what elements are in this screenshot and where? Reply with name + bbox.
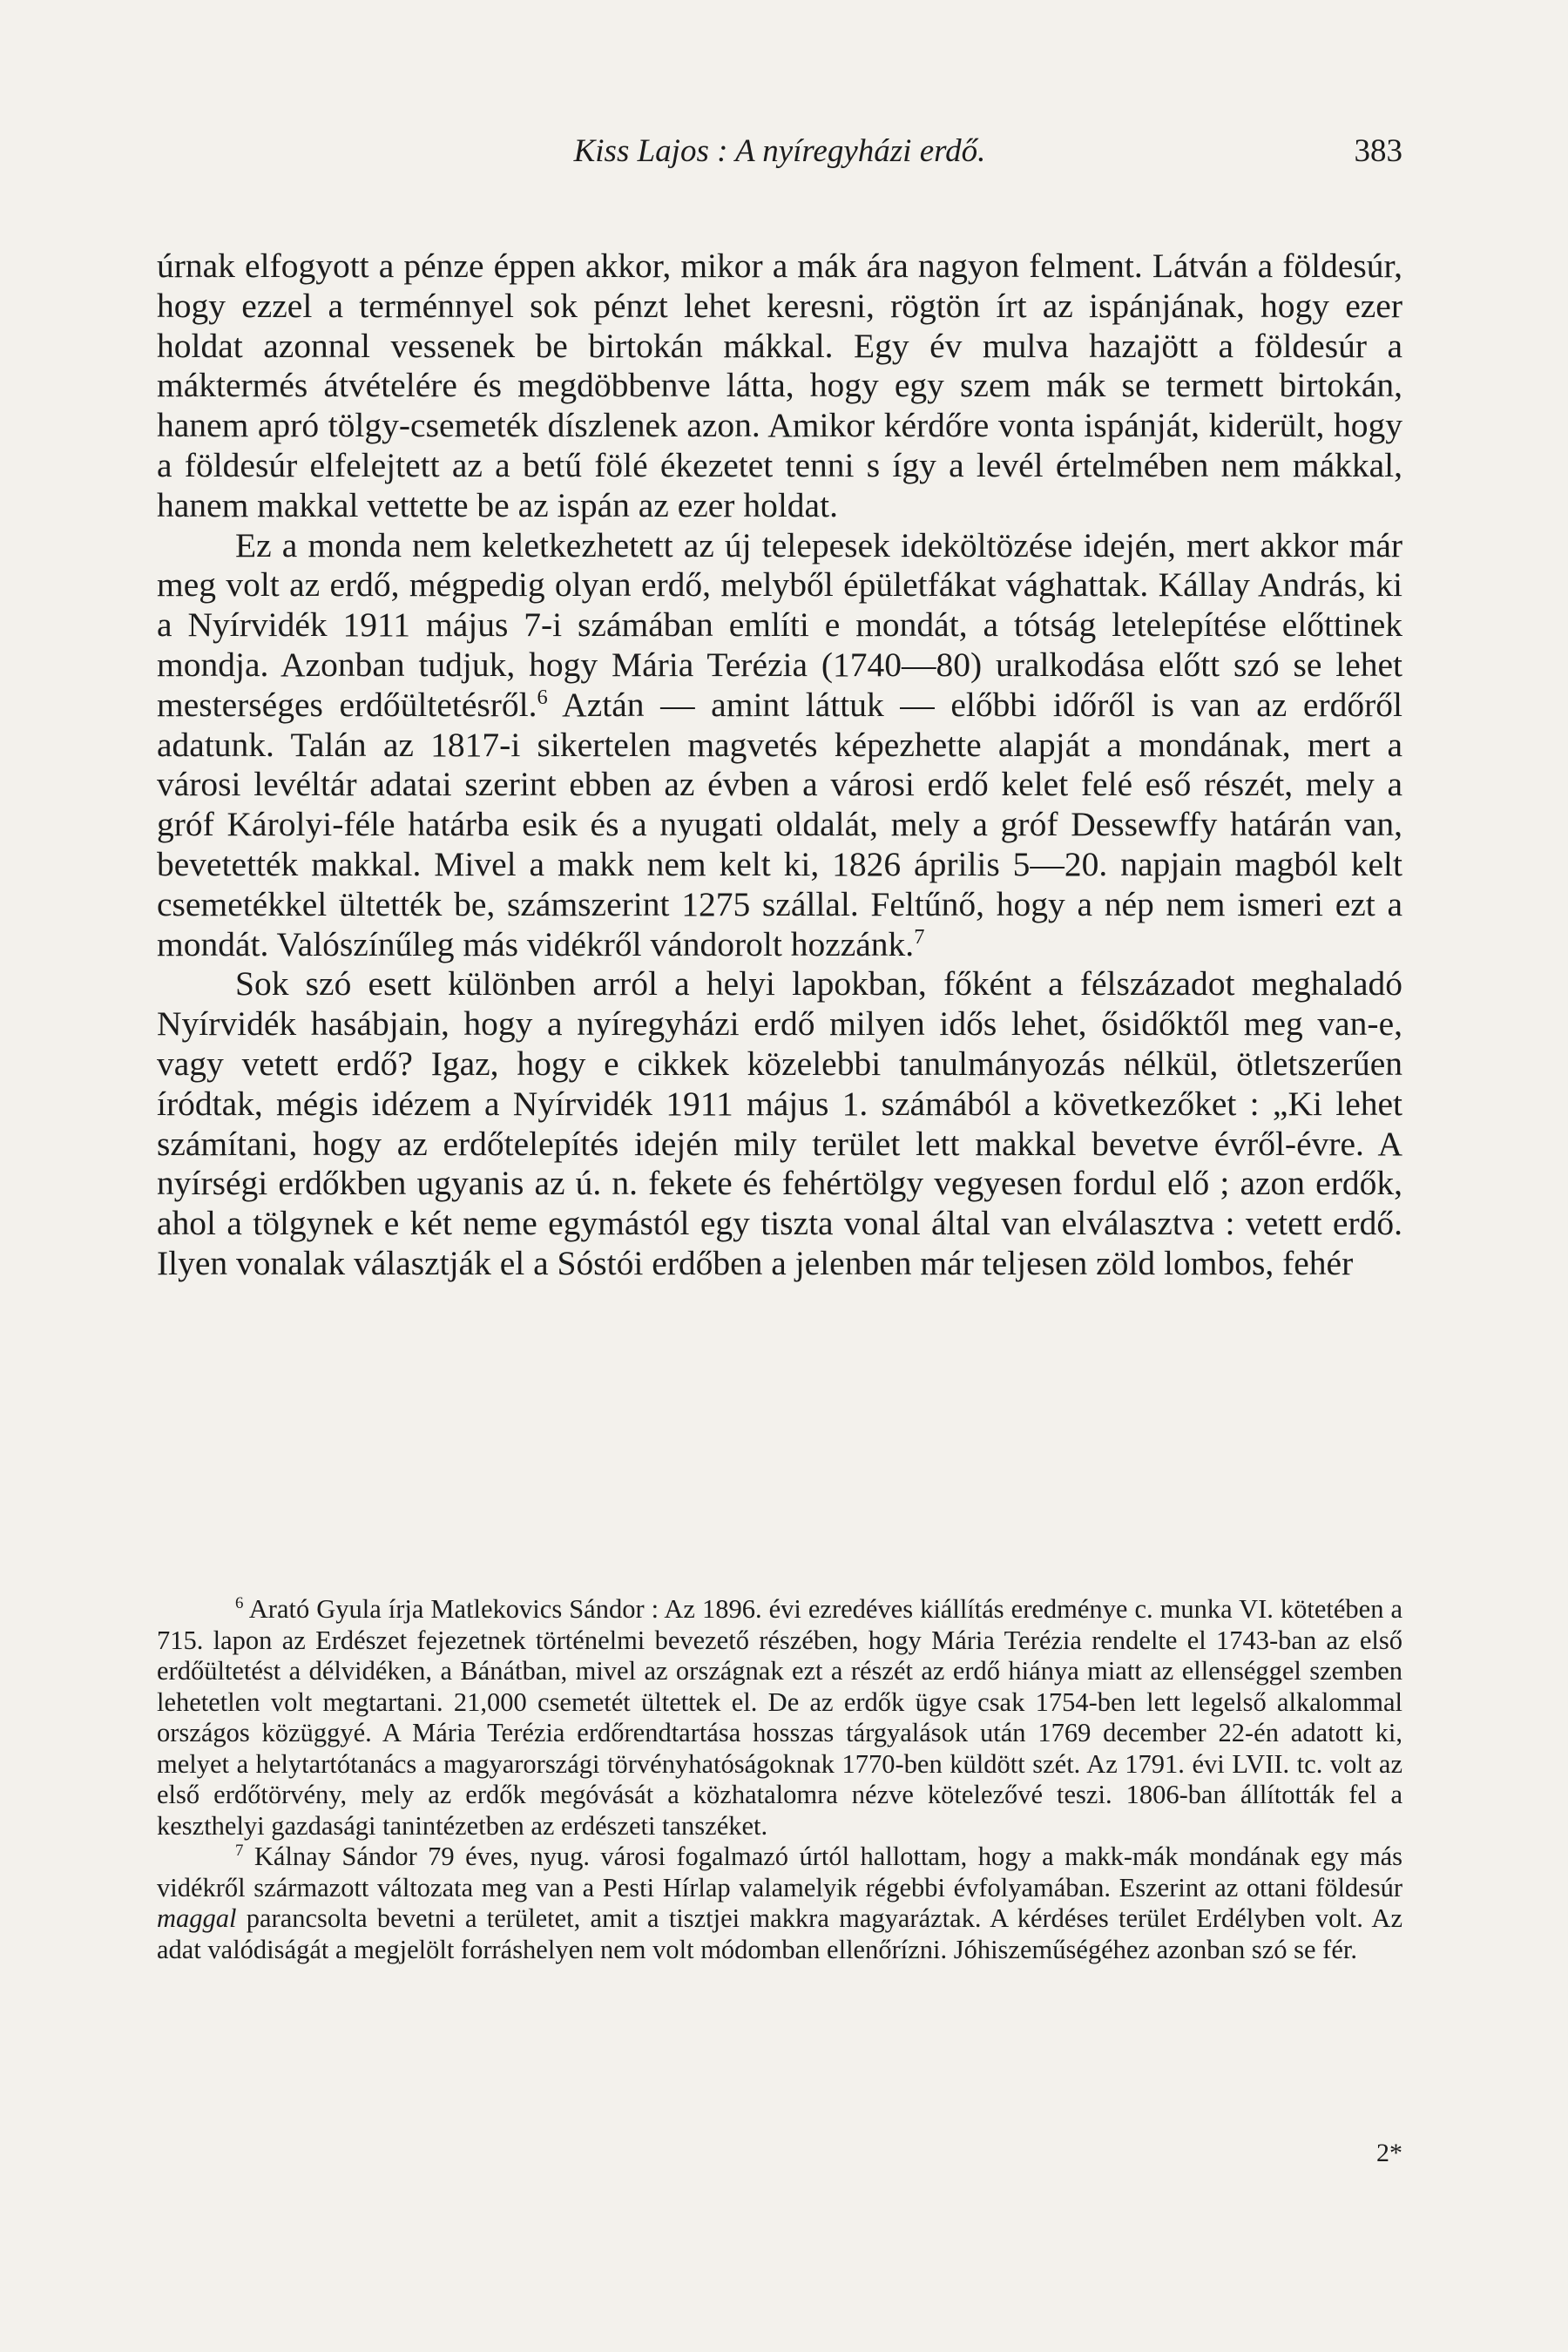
footnote-7-text-1: Kálnay Sándor 79 éves, nyug. városi fogalmazó úrtól hallottam, hogy a makk-mák mondának egy más vidékről származott változata meg van a Pesti Hírlap valamelyik régebbi évfolyamában. Eszerint az ottani földesúr <box>157 1842 1402 1903</box>
footnote-ref-7: 7 <box>914 924 925 949</box>
paragraph-3: Sok szó esett különben arról a helyi lapokban, főként a félszázadot meghaladó Nyírvidék hasábjain, hogy a nyíregyházi erdő milyen idős lehet, ősidőktől meg van-e, vagy vetett erdő? Igaz, hogy e cikkek közelebbi tanulmányozás nélkül, ötletszerűen íródtak, mégis idézem a Nyírvidék 1911 május 1. számából a következőket : „Ki lehet számítani, hogy az erdőtelepítés idején mily terület lett makkal bevetve évről-évre. A nyírségi erdőkben ugyanis az ú. n. fekete és fehértölgy vegyesen fordul elő ; azon erdők, ahol a tölgynek e két neme egymástól egy tiszta vonal által van elválasztva : vetett erdő. Ilyen vonalak választják el a Sóstói erdőben a jelenben már teljesen zöld lombos, fehér <box>157 964 1402 1282</box>
page-number: 383 <box>1354 133 1402 169</box>
footnote-6-text: Arató Gyula írja Matlekovics Sándor : Az 1896. évi ezredéves kiállítás eredménye c. munka VI. kötetében a 715. lapon az Erdészet fejezetnek történelmi bevezető részében, hogy Mária Terézia rendelte el 1743-ban az első erdőültetést a délvidéken, a Bánátban, mivel az országnak ezt a részét az erdő hiánya miatt az ellenséggel szemben lehetetlen volt megtartani. 21,000 csemetét ültettek el. De az erdők ügye csak 1754-ben lett legelső alkalommal országos közüggyé. A Mária Terézia erdőrendtartása hosszas tárgyalások után 1769 december 22-én adatott ki, melyet a helytartótanács a magyarországi törvényhatóságoknak 1770-ben küldött szét. Az 1791. évi LVII. tc. volt az első erdőtörvény, mely az erdők megóvását a közhatalomra nézve kötelezővé teszi. 1806-ban állították fel a keszthelyi gazdasági tanintézetben az erdészeti tanszéket. <box>157 1594 1402 1841</box>
footnote-6 <box>157 1594 1402 1842</box>
footnote-7-marker: 7 <box>235 1841 244 1860</box>
footnote-ref-6: 6 <box>537 685 548 709</box>
running-title: Kiss Lajos : A nyíregyházi erdő. <box>573 133 986 169</box>
footnote-6-marker: 6 <box>235 1593 244 1612</box>
paragraph-2-part-1: Ez a monda nem keletkezhetett az új telepesek ideköltözése idején, mert akkor már meg volt az erdő, mégpedig olyan erdő, melyből épületfákat vághattak. Kállay András, ki a Nyírvidék 1911 május 7-i számában említi e mondát, a tótság letelepítése előttinek mondja. Azonban tudjuk, hogy Mária Terézia (1740—80) uralkodása előtt szó se lehet mesterséges erdőültetésről. <box>157 525 1402 724</box>
footnote-7 <box>157 1842 1402 1965</box>
footnote-7-italic: maggal <box>157 1903 237 1933</box>
main-text <box>157 247 1402 1284</box>
paragraph-1: úrnak elfogyott a pénze éppen akkor, mikor a mák ára nagyon felment. Látván a földesúr, hogy ezzel a terménnyel sok pénzt lehet keresni, rögtön írt az ispánjának, hogy ezer holdat azonnal vessenek be birtokán mákkal. Egy év mulva hazajött a földesúr a máktermés átvételére és megdöbbenve látta, hogy egy szem mák se termett birtokán, hanem apró tölgy-csemeték díszlenek azon. Amikor kérdőre vonta ispánját, kiderült, hogy a földesúr elfelejtett az a betű fölé ékezetet tenni s így a levél értelmében nem mákkal, hanem makkal vettette be az ispán az ezer holdat. <box>157 247 1402 524</box>
printer-signature-mark: 2* <box>1376 2139 1402 2167</box>
paragraph-2-part-2: Aztán — amint láttuk — előbbi időről is van az erdőről adatunk. Talán az 1817-i sikertelen magvetés képezhette alapját a mondának, mert a városi levéltár adatai szerint ebben az évben a városi erdő kelet felé eső részét, mely a gróf Károlyi-féle határba esik és a nyugati oldalát, mely a gróf Dessewffy határán van, bevetették makkal. Mivel a makk nem kelt ki, 1826 április 5—20. napjain magból kelt csemetékkel ültették be, számszerint 1275 szállal. Feltűnő, hogy a nép nem ismeri ezt a mondát. Valószínűleg más vidékről vándorolt hozzánk. <box>157 685 1402 963</box>
footnote-7-text-2: parancsolta bevetni a területet, amit a tisztjei makkra magyaráztak. A kérdéses terület Erdélyben volt. Az adat valódiságát a megjelölt forráshelyen nem volt módomban ellenőrízni. Jóhiszeműségéhez azonban szó se fér. <box>157 1903 1402 1964</box>
footnotes <box>157 1594 1402 1965</box>
paragraph-2 <box>157 526 1402 965</box>
page-header <box>157 132 1402 176</box>
